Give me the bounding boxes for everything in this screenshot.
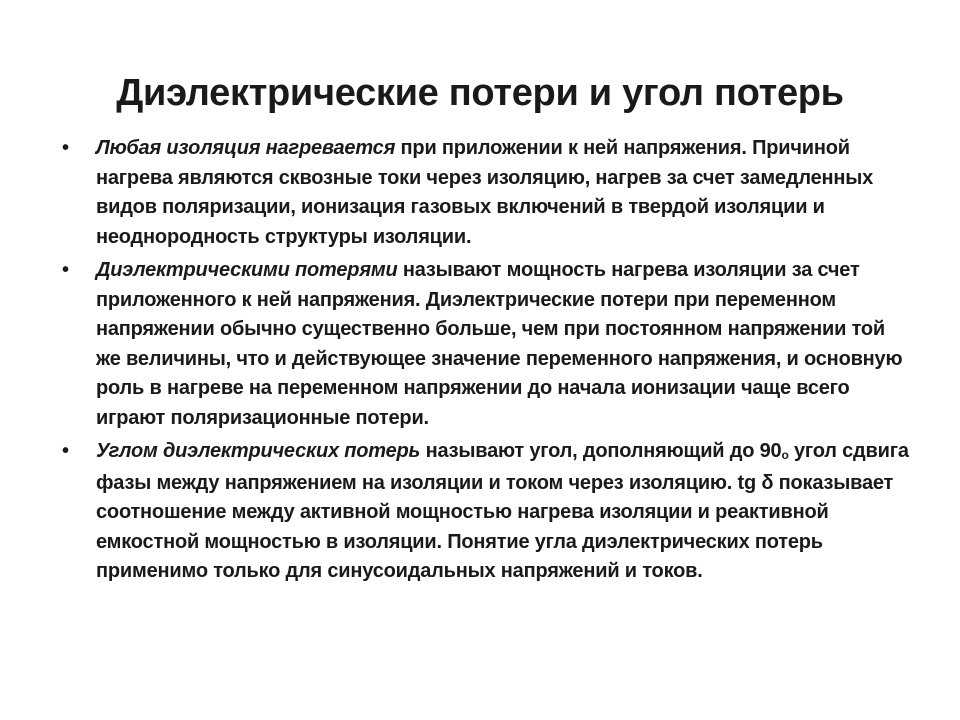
bullet-marker: • [62, 259, 69, 281]
bullet-term: Углом диэлектрических потерь [96, 440, 421, 462]
bullet-text: угол сдвига фазы между напряжением на изоляции и током через изоляцию. tg δ показывает соотношение между активной мощностью нагрева изоляции и реактивной емкостной мощностью в изоляции. Понятие угла диэлектрических потерь применимо только для синусоидальных напряжений и токов. [96, 440, 909, 582]
bullet-text: при приложении к ней напряжения. Причиной нагрева являются сквозные токи через изоляцию, нагрев за счет замедленных видов поляризации, ионизация газовых включений в твердой изоляции и неоднородность структуры изоляции. [96, 137, 874, 248]
bullet-item-dielectric-losses [62, 256, 912, 433]
bullet-item-loss-angle [62, 437, 912, 587]
slide-title: Диэлектрические потери и угол потерь [116, 72, 844, 114]
bullet-list [62, 134, 912, 591]
bullet-item-heating [62, 134, 912, 252]
bullet-text: называют мощность нагрева изоляции за счет приложенного к ней напряжения. Диэлектрические потери при переменном напряжении обычно существенно больше, чем при постоянном напряжении той же величины, что и действующее значение переменного напряжения, и основную роль в нагреве на переменном напряжении до начала ионизации чаще всего играют поляризационные потери. [96, 259, 903, 429]
bullet-term: Диэлектрическими потерями [96, 259, 398, 281]
degree-mark: o [781, 448, 789, 462]
bullet-text: называют угол, дополняющий до 90 [420, 440, 782, 462]
bullet-marker: • [62, 137, 69, 159]
bullet-marker: • [62, 440, 69, 462]
bullet-term: Любая изоляция нагревается [96, 137, 396, 159]
